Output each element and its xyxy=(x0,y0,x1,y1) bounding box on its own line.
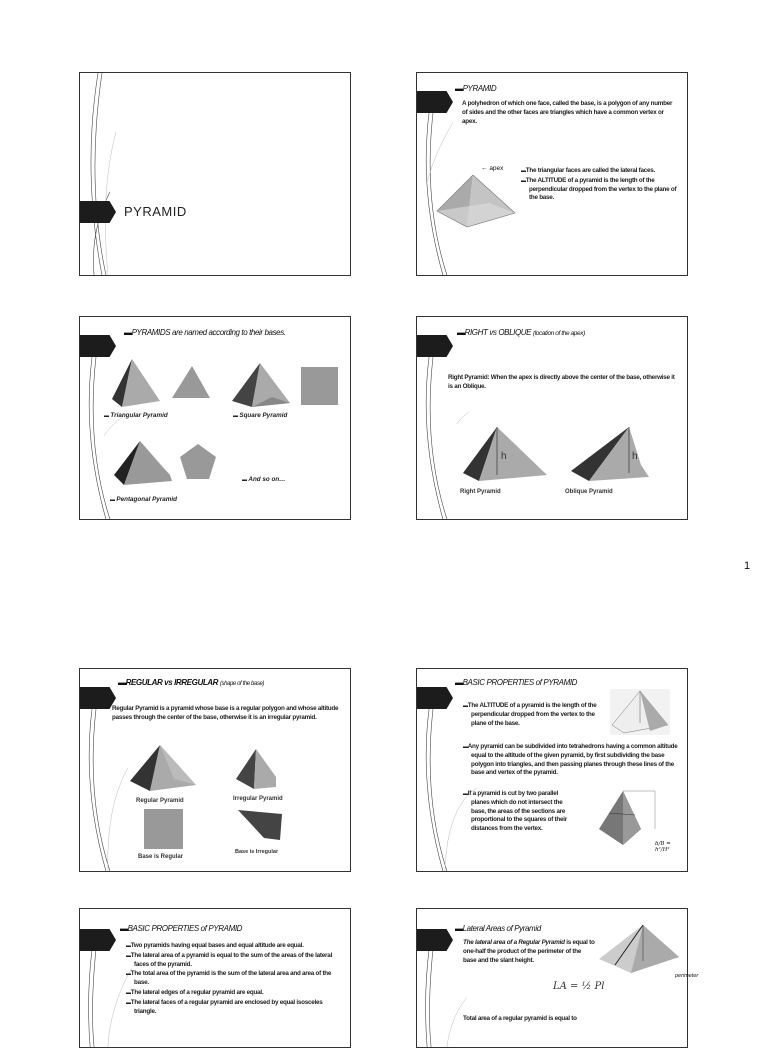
slide-tab xyxy=(80,201,116,223)
bullet-item: ▬ The lateral edges of a regular pyramid are equal. xyxy=(126,989,344,998)
bullet-item: ▬ The lateral area of a pyramid is equal to the sum of the areas of the lateral faces of the pyramid. xyxy=(126,952,344,970)
label-triangular: ▬ Triangular Pyramid xyxy=(104,412,168,419)
slide-title: ▬RIGHT vs OBLIQUE (location of the apex) xyxy=(457,328,585,337)
label-base-regular: Base is Regular xyxy=(138,854,184,860)
total-area-text: Total area of a regular pyramid is equal to xyxy=(463,1015,577,1022)
right-pyramid-image xyxy=(461,425,549,483)
slide-title: ▬PYRAMID xyxy=(455,84,497,93)
slide-tab xyxy=(417,91,453,113)
bullet-list xyxy=(521,167,681,204)
page-number: 1 xyxy=(744,560,751,572)
slide-tab xyxy=(417,929,453,951)
bullet-list xyxy=(463,743,685,779)
slide-title: ▬Lateral Areas of Pyramid xyxy=(455,924,541,933)
pyramid-image xyxy=(437,169,519,231)
slide-3 xyxy=(79,316,351,520)
bullet-list xyxy=(463,790,575,835)
pentagon-base-image xyxy=(178,442,218,482)
title-text: REGULAR vs IRREGULAR xyxy=(125,678,219,687)
slide-1 xyxy=(79,72,351,276)
bullet-item: ▬ The ALTITUDE of a pyramid is the length of the perpendicular dropped from the vertex to the plane of the base. xyxy=(521,177,681,203)
bullet-item: ▬ The triangular faces are called the lateral faces. xyxy=(521,167,681,176)
square-pyramid-image xyxy=(232,361,294,409)
slide-tab xyxy=(80,929,116,951)
pentagonal-pyramid-image xyxy=(112,439,174,491)
title-text: BASIC PROPERTIES of PYRAMID xyxy=(127,924,243,933)
bullet-item: ▬ Any pyramid can be subdivided into tetrahedrons having a common altitude equal to the altitude of the given pyramid, by first subdividing the base polygon into triangles, and then passing planes through these lines of the base and vertex of the pyramid. xyxy=(463,743,685,778)
irregular-base-image xyxy=(236,808,284,842)
perimeter-label: perimeter xyxy=(675,973,699,979)
label-oblique-pyramid: Oblique Pyramid xyxy=(565,489,613,495)
bullet-list xyxy=(126,942,344,1018)
title-text: RIGHT vs OBLIQUE xyxy=(464,328,532,337)
slide-6 xyxy=(416,668,688,872)
slide-title: ▬BASIC PROPERTIES of PYRAMID xyxy=(120,924,243,933)
slide-5 xyxy=(79,668,351,872)
irregular-pyramid-image xyxy=(234,747,278,791)
slide-tab xyxy=(417,687,453,709)
bullet-item: ▬ The ALTITUDE of a pyramid is the length of the perpendicular dropped from the vertex to the plane of the base. xyxy=(463,702,605,728)
title-note: (shape of the base) xyxy=(219,681,265,687)
definition-text: Right Pyramid: When the apex is directly above the center of the base, otherwise it is an Oblique. xyxy=(448,374,675,391)
square-base-image xyxy=(301,367,338,405)
label-and-so-on: ▬ And so on… xyxy=(242,476,285,483)
cut-pyramid-diagram xyxy=(597,789,657,849)
bullet-item: ▬ If a pyramid is cut by two parallel planes which do not intersect the base, the areas of the sections are proportional to the squares of their distances from the vertex. xyxy=(463,790,575,834)
slide-title: ▬PYRAMIDS are named according to their bases. xyxy=(124,328,286,337)
label-base-irregular: Base is Irregular xyxy=(235,849,279,855)
h-label: h xyxy=(632,451,638,462)
label-irregular-pyramid: Irregular Pyramid xyxy=(233,796,283,802)
lateral-area-formula: LA = ½ Pl xyxy=(553,981,605,992)
definition-text: A polyhedron of which one face, called the base, is a polygon of any number of sides and the other faces are triangles which have a common vertex or apex. xyxy=(462,100,673,126)
regular-pyramid-image xyxy=(130,743,198,793)
apex-label: ← apex xyxy=(481,165,504,172)
title-note: (location of the apex) xyxy=(532,330,585,337)
bullet-list xyxy=(463,702,605,729)
label-pentagonal: ▬ Pentagonal Pyramid xyxy=(110,496,177,503)
decorative-lines xyxy=(80,73,120,275)
pyramid-altitude-diagram xyxy=(610,689,670,735)
proportion-formula: b/B = h²/H² xyxy=(655,841,671,853)
slide-8 xyxy=(416,908,699,1048)
slide-title: PYRAMID xyxy=(124,204,187,219)
italic-text: The lateral area of a Regular Pyramid xyxy=(463,939,565,946)
bullet-item: ▬ The total area of the pyramid is the sum of the lateral area and area of the base. xyxy=(126,970,344,988)
oblique-pyramid-image xyxy=(569,425,651,483)
h-label: h xyxy=(501,451,507,462)
slide-7 xyxy=(79,908,351,1048)
triangle-base-image xyxy=(172,366,212,400)
slide-title: ▬BASIC PROPERTIES of PYRAMID xyxy=(455,678,578,687)
title-text: PYRAMIDS are named according to their bases. xyxy=(131,328,286,337)
definition-text: Regular Pyramid is a pyramid whose base is a regular polygon and whose altitude passes through the center of the base, otherwise it is an irregular pyramid. xyxy=(112,705,339,722)
title-text: Lateral Areas of Pyramid xyxy=(462,924,541,933)
title-text: PYRAMID xyxy=(462,84,497,93)
pyramid-slant-diagram xyxy=(597,921,681,977)
apex-text: apex xyxy=(489,165,504,172)
slide-2 xyxy=(416,72,688,276)
bullet-item: ▬ The lateral faces of a regular pyramid are enclosed by equal isosceles triangle. xyxy=(126,999,344,1017)
regular-base-image xyxy=(144,809,183,849)
slide-tab xyxy=(417,335,453,357)
slide-tab xyxy=(80,335,116,357)
body-text: is equal to one-half the product of the perimeter of the base and the slant height. xyxy=(463,939,595,965)
triangular-pyramid-image xyxy=(110,357,162,409)
label-regular-pyramid: Regular Pyramid xyxy=(136,798,184,804)
label-square: ▬ Square Pyramid xyxy=(233,412,287,419)
lateral-area-text xyxy=(463,938,595,965)
title-text: BASIC PROPERTIES of PYRAMID xyxy=(462,678,578,687)
slide-tab xyxy=(80,687,116,709)
slide-4 xyxy=(416,316,688,520)
label-right-pyramid: Right Pyramid xyxy=(460,489,501,495)
bullet-item: ▬ Two pyramids having equal bases and equal altitude are equal. xyxy=(126,942,344,951)
slide-title: ▬REGULAR vs IRREGULAR (shape of the base) xyxy=(118,678,265,687)
